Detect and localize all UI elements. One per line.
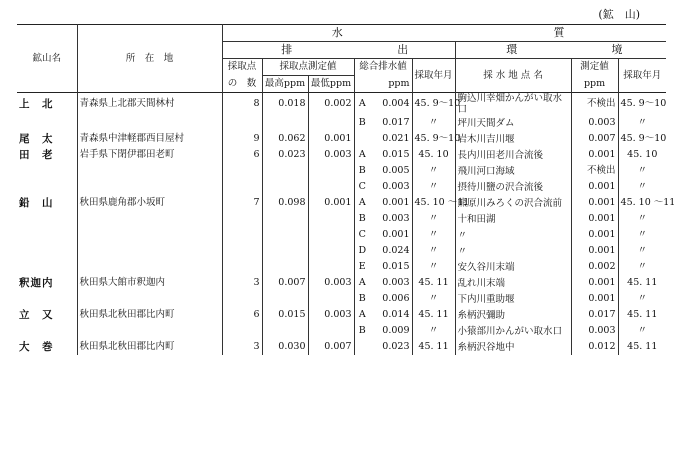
mine-name: 鉛 山 (17, 195, 77, 211)
sample-date: 45. 11 (412, 339, 455, 355)
total-value: 0.001 (370, 195, 412, 211)
col-env-sample-date: 採取年月 (623, 69, 662, 81)
point-label: A (354, 93, 370, 116)
total-value: 0.017 (370, 115, 412, 131)
min-value (308, 163, 354, 179)
env-sample-date: 〃 (637, 181, 648, 192)
col-location: 所 在 地 (77, 25, 222, 93)
sampling-count: 7 (222, 195, 262, 211)
table-row (17, 147, 666, 163)
measured-value: 0.003 (571, 323, 618, 339)
table-row (17, 307, 666, 323)
sample-date: 〃 (412, 163, 455, 179)
min-value: 0.001 (308, 131, 354, 147)
min-value (308, 291, 354, 307)
max-value (262, 243, 308, 259)
total-value: 0.015 (370, 259, 412, 275)
table-row (17, 291, 666, 307)
col-measured-unit: ppm (571, 76, 618, 93)
max-value (262, 211, 308, 227)
table-row (17, 227, 666, 243)
sample-date: 45. 11 (412, 275, 455, 291)
measured-value: 0.012 (571, 339, 618, 355)
col-sample-date: 採取年月 (412, 59, 455, 93)
total-value: 0.024 (370, 243, 412, 259)
location: 秋田県北秋田郡比内町 (77, 339, 222, 355)
water-point: 岩木川吉川堰 (455, 131, 571, 147)
table-row (17, 243, 666, 259)
env-sample-date: 〃 (637, 229, 648, 240)
col-water-point-name: 採 水 地 点 名 (455, 59, 571, 93)
table-row (17, 275, 666, 291)
max-value: 0.015 (262, 307, 308, 323)
mine-name (17, 115, 77, 131)
water-point: 安久谷川末端 (455, 259, 571, 275)
env-sample-date: 〃 (637, 213, 648, 224)
max-value (262, 259, 308, 275)
sampling-count (222, 179, 262, 195)
mine-name: 大 巻 (17, 339, 77, 355)
total-value: 0.005 (370, 163, 412, 179)
sampling-count (222, 243, 262, 259)
point-label: E (358, 261, 366, 272)
mine-water-quality-table (17, 24, 676, 355)
total-value: 0.004 (370, 93, 412, 116)
max-value (262, 227, 308, 243)
table-row (17, 93, 666, 116)
measured-value: 不検出 (571, 163, 618, 179)
water-point: 坪川天間ダム (455, 115, 571, 131)
sampling-count: 9 (222, 131, 262, 147)
sample-date: 〃 (412, 179, 455, 195)
total-value: 0.009 (370, 323, 412, 339)
sample-date: 45. 11 (412, 307, 455, 323)
measured-value: 不検出 (571, 93, 618, 116)
mine-name (17, 243, 77, 259)
env-sample-date: 〃 (637, 245, 648, 256)
location (77, 227, 222, 243)
point-label: B (358, 165, 366, 176)
water-point: 乱れ川末端 (455, 275, 571, 291)
sampling-count: 3 (222, 275, 262, 291)
max-value: 0.018 (262, 93, 308, 116)
header-environment-2: 境 (571, 42, 666, 59)
max-value (262, 179, 308, 195)
point-label: A (358, 149, 366, 160)
location (77, 243, 222, 259)
mine-name (17, 179, 77, 195)
mine-name (17, 163, 77, 179)
location: 秋田県北秋田郡比内町 (77, 307, 222, 323)
water-point: 飛川河口海域 (455, 163, 571, 179)
min-value: 0.003 (308, 147, 354, 163)
mine-name (17, 227, 77, 243)
location: 秋田県鹿角郡小坂町 (77, 195, 222, 211)
table-row (17, 323, 666, 339)
sampling-count: 3 (222, 339, 262, 355)
location (77, 115, 222, 131)
sample-date: 〃 (412, 243, 455, 259)
sampling-count (222, 323, 262, 339)
water-point: 熊原川みろくの沢合流前 (455, 195, 571, 211)
point-label: B (358, 213, 366, 224)
col-total-value: 総合排水値 (359, 61, 407, 73)
location (77, 291, 222, 307)
water-point: 小猿部川かんがい取水口 (455, 323, 571, 339)
measured-value: 0.007 (571, 131, 618, 147)
total-value: 0.003 (370, 211, 412, 227)
sample-date: 45. 10 (412, 147, 455, 163)
max-value: 0.030 (262, 339, 308, 355)
min-value: 0.003 (308, 275, 354, 291)
max-value: 0.023 (262, 147, 308, 163)
mine-name (17, 259, 77, 275)
sample-date: 〃 (412, 259, 455, 275)
sampling-count (222, 211, 262, 227)
sample-date: 〃 (412, 211, 455, 227)
total-value: 0.001 (370, 227, 412, 243)
location (77, 259, 222, 275)
location (77, 163, 222, 179)
total-value: 0.003 (370, 179, 412, 195)
max-value (262, 163, 308, 179)
sample-date: 45. 9〜10 (412, 131, 455, 147)
max-value: 0.062 (262, 131, 308, 147)
total-value: 0.015 (370, 147, 412, 163)
env-sample-date: 45. 9〜10 (620, 133, 667, 144)
total-value: 0.021 (370, 131, 412, 147)
measured-value: 0.001 (571, 195, 618, 211)
point-label: D (358, 245, 367, 256)
max-value: 0.007 (262, 275, 308, 291)
water-point: 糸柄沢谷地中 (455, 339, 571, 355)
water-point: 糸柄沢彌助 (455, 307, 571, 323)
header-effluent-1: 排 (222, 42, 354, 59)
sample-date: 〃 (412, 227, 455, 243)
measured-value: 0.001 (571, 291, 618, 307)
table-row (17, 195, 666, 211)
table-row (17, 339, 666, 355)
total-value: 0.014 (370, 307, 412, 323)
sample-date: 45. 10 〜11 (412, 195, 455, 211)
col-total-unit: ppm (388, 77, 410, 89)
sampling-count (222, 291, 262, 307)
point-label: C (358, 181, 366, 192)
water-point: 長内川田老川合流後 (455, 147, 571, 163)
env-sample-date: 〃 (637, 165, 648, 176)
point-label: C (358, 229, 366, 240)
total-value: 0.023 (370, 339, 412, 355)
col-point-values: 採取点測定値 (262, 59, 354, 76)
point-label (354, 339, 370, 355)
sampling-count: 6 (222, 147, 262, 163)
env-sample-date: 45. 11 (627, 341, 658, 352)
header-environment-1: 環 (455, 42, 571, 59)
location (77, 179, 222, 195)
env-sample-date: 〃 (637, 117, 648, 128)
sampling-count: 8 (222, 93, 262, 116)
measured-value: 0.001 (571, 211, 618, 227)
min-value (308, 227, 354, 243)
table-row (17, 211, 666, 227)
measured-value: 0.002 (571, 259, 618, 275)
point-label: A (358, 309, 366, 320)
col-max-ppm: 最高ppm (262, 76, 308, 93)
min-value (308, 179, 354, 195)
env-sample-date: 〃 (637, 325, 648, 336)
water-point: 十和田湖 (455, 211, 571, 227)
env-sample-date: 45. 10 〜11 (620, 197, 676, 208)
header-quality: 質 (455, 25, 666, 42)
point-label: A (358, 197, 366, 208)
mine-name (17, 211, 77, 227)
env-sample-date: 45. 11 (627, 277, 658, 288)
min-value: 0.002 (308, 93, 354, 116)
location: 岩手県下閉伊郡田老町 (77, 147, 222, 163)
location: 青森県中津軽郡西目屋村 (77, 131, 222, 147)
sampling-count (222, 259, 262, 275)
measured-value: 0.001 (571, 227, 618, 243)
page-label: (鉱 山) (598, 8, 640, 21)
table-row (17, 131, 666, 147)
mine-name: 尾 太 (17, 131, 77, 147)
env-sample-date: 45. 11 (627, 309, 658, 320)
table-row (17, 259, 666, 275)
mine-name: 釈迦内 (17, 275, 77, 291)
measured-value: 0.001 (571, 147, 618, 163)
water-point: 〃 (455, 227, 571, 243)
sampling-count: 6 (222, 307, 262, 323)
col-min-ppm: 最低ppm (308, 76, 354, 93)
location (77, 323, 222, 339)
water-point: 〃 (455, 243, 571, 259)
env-sample-date: 〃 (637, 293, 648, 304)
measured-value: 0.017 (571, 307, 618, 323)
location (77, 211, 222, 227)
min-value (308, 259, 354, 275)
max-value (262, 323, 308, 339)
location: 青森県上北郡天間林村 (77, 93, 222, 116)
measured-value: 0.001 (571, 179, 618, 195)
total-value: 0.003 (370, 275, 412, 291)
mine-name: 上 北 (17, 93, 77, 116)
min-value: 0.001 (308, 195, 354, 211)
measured-value: 0.003 (571, 115, 618, 131)
sampling-count (222, 115, 262, 131)
water-point: 駒込川幸畑かんがい取水口 (455, 93, 571, 116)
table-row (17, 115, 666, 131)
col-sampling-points: 採取点 (222, 59, 262, 76)
min-value: 0.003 (308, 307, 354, 323)
mine-name: 田 老 (17, 147, 77, 163)
col-sampling-points-2: の 数 (222, 76, 262, 93)
point-label: B (358, 293, 366, 304)
point-label: B (358, 117, 366, 128)
point-label (354, 131, 370, 147)
env-sample-date: 45. 9〜10 (618, 93, 666, 116)
sample-date: 〃 (412, 115, 455, 131)
sampling-count (222, 163, 262, 179)
table-row (17, 163, 666, 179)
min-value (308, 115, 354, 131)
sampling-count (222, 227, 262, 243)
env-sample-date: 〃 (637, 261, 648, 272)
table-row (17, 179, 666, 195)
min-value (308, 243, 354, 259)
max-value: 0.098 (262, 195, 308, 211)
measured-value: 0.001 (571, 243, 618, 259)
sample-date: 〃 (412, 291, 455, 307)
sample-date: 〃 (412, 323, 455, 339)
min-value: 0.007 (308, 339, 354, 355)
header-water: 水 (222, 25, 455, 42)
mine-name (17, 291, 77, 307)
max-value (262, 115, 308, 131)
measured-value: 0.001 (571, 275, 618, 291)
col-measured: 測定値 (571, 59, 618, 76)
header-effluent-2: 出 (354, 42, 455, 59)
total-value: 0.006 (370, 291, 412, 307)
min-value (308, 323, 354, 339)
water-point: 下内川重助堰 (455, 291, 571, 307)
sample-date: 45. 9〜10 (412, 93, 455, 116)
point-label: B (358, 325, 366, 336)
col-mine-name: 鉱山名 (17, 25, 77, 93)
min-value (308, 211, 354, 227)
env-sample-date: 45. 10 (627, 149, 658, 160)
point-label: A (358, 277, 366, 288)
max-value (262, 291, 308, 307)
location: 秋田県大館市釈迦内 (77, 275, 222, 291)
mine-name (17, 323, 77, 339)
mine-name: 立 又 (17, 307, 77, 323)
water-point: 摂待川鹽の沢合流後 (455, 179, 571, 195)
